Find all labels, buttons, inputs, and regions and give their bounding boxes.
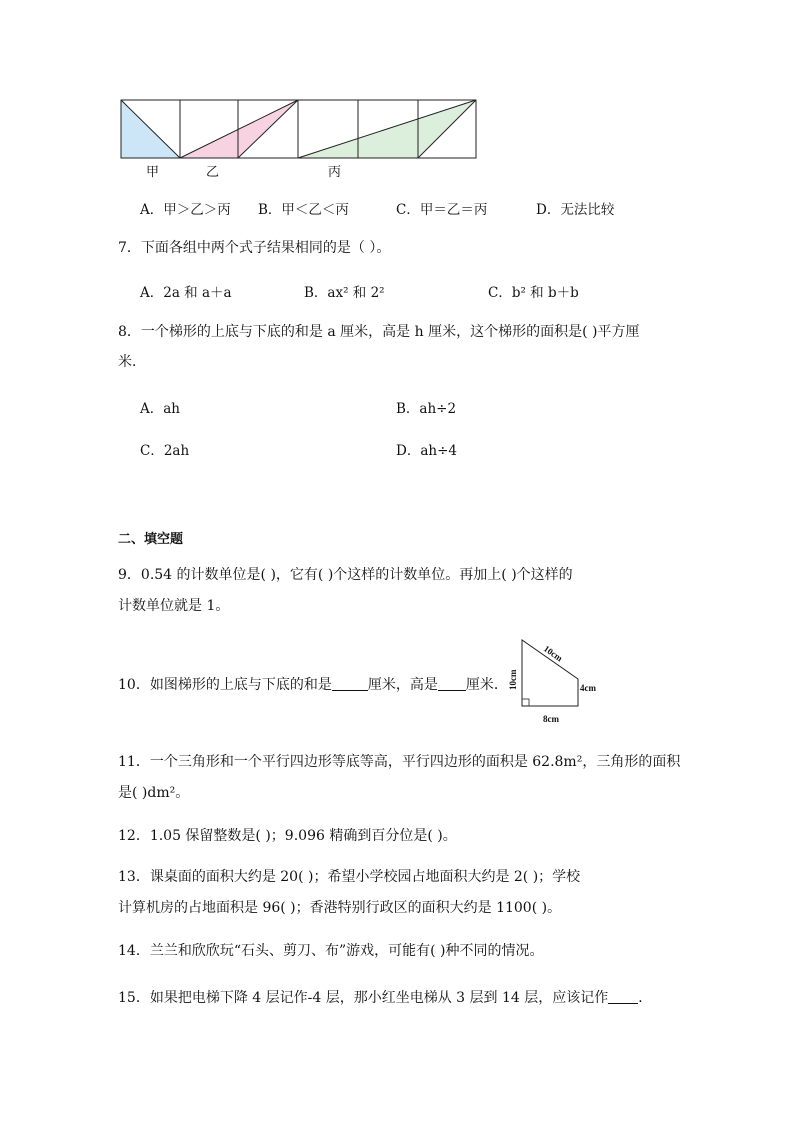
trapezoid-left-label: 10cm bbox=[508, 669, 518, 690]
q11-line2: 是( )dm²。 bbox=[118, 785, 190, 801]
trapezoid-slant-label: 10cm bbox=[541, 643, 565, 664]
q10-text bbox=[118, 675, 508, 695]
q7-option-c[interactable]: C．b² 和 b＋b bbox=[488, 285, 579, 301]
label-bing: 丙 bbox=[328, 164, 342, 179]
q11-line1: 11．一个三角形和一个平行四边形等底等高，平行四边形的面积是 62.8m²，三角形的面积 bbox=[118, 754, 681, 770]
q6-option-d[interactable]: D．无法比较 bbox=[536, 202, 615, 218]
trapezoid-bottom-label: 8cm bbox=[543, 714, 559, 724]
q8-stem-line2: 米． bbox=[118, 354, 146, 370]
q8-option-a[interactable]: A．ah bbox=[140, 401, 180, 417]
section-title-fill-in: 二、填空题 bbox=[118, 532, 184, 547]
label-yi: 乙 bbox=[206, 164, 220, 179]
q7-option-a[interactable]: A．2a 和 a＋a bbox=[140, 285, 232, 301]
q6-option-c[interactable]: C．甲＝乙＝丙 bbox=[396, 202, 488, 218]
q14-text: 14．兰兰和欣欣玩“石头、剪刀、布”游戏，可能有( )种不同的情况。 bbox=[118, 943, 544, 959]
q8-stem-line1: 8．一个梯形的上底与下底的和是 a 厘米，高是 h 厘米，这个梯形的面积是( )平方厘 bbox=[118, 324, 640, 340]
q15-text bbox=[118, 988, 652, 1008]
trapezoid-figure bbox=[503, 636, 603, 728]
q8-option-c[interactable]: C．2ah bbox=[140, 443, 190, 459]
q10-blank-height[interactable] bbox=[438, 676, 466, 691]
trapezoid-right-label: 4cm bbox=[580, 683, 596, 693]
q9-line2: 计数单位就是 1。 bbox=[118, 598, 230, 614]
q6-option-b[interactable]: B．甲＜乙＜丙 bbox=[258, 202, 349, 218]
q15-stem: 15．如果把电梯下降 4 层记作-4 层，那小红坐电梯从 3 层到 14 层，应该记作 bbox=[118, 990, 609, 1006]
q12-text: 12．1.05 保留整数是( )；9.096 精确到百分位是( )。 bbox=[118, 828, 457, 844]
q10-suffix: 厘米． bbox=[465, 677, 508, 693]
q13-line1: 13．课桌面的面积大约是 20( )；希望小学校园占地面积大约是 2( )；学校 bbox=[118, 869, 581, 885]
q9-line1: 9．0.54 的计数单位是( )，它有( )个这样的计数单位。再加上( )个这样的 bbox=[118, 567, 573, 583]
q7-option-b[interactable]: B．ax² 和 2² bbox=[304, 285, 385, 301]
q10-blank-sum[interactable] bbox=[332, 676, 368, 691]
q8-option-d[interactable]: D．ah÷4 bbox=[396, 443, 457, 459]
triangle-grid-figure bbox=[118, 96, 482, 180]
q8-option-b[interactable]: B．ah÷2 bbox=[396, 401, 457, 417]
q15-end: ． bbox=[638, 990, 653, 1006]
q10-prefix: 10．如图梯形的上底与下底的和是 bbox=[118, 677, 332, 693]
q13-line2: 计算机房的占地面积是 96( )；香港特别行政区的面积大约是 1100( )。 bbox=[118, 900, 562, 916]
q7-stem: 7．下面各组中两个式子结果相同的是（ ）。 bbox=[118, 240, 391, 256]
label-jia: 甲 bbox=[146, 164, 160, 179]
q15-blank[interactable] bbox=[608, 989, 638, 1004]
q6-option-a[interactable]: A．甲＞乙＞丙 bbox=[140, 202, 231, 218]
q10-mid: 厘米，高是 bbox=[367, 677, 438, 693]
